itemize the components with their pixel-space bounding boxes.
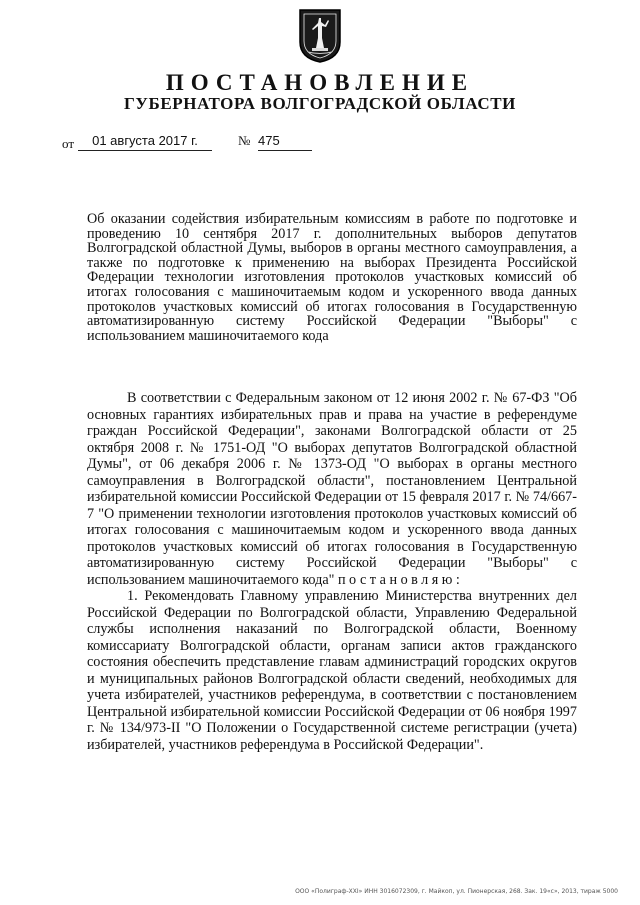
document-subtitle: ГУБЕРНАТОРА ВОЛГОГРАДСКОЙ ОБЛАСТИ xyxy=(124,94,516,113)
document-subject: Об оказании содействия избирательным комиссиям в работе по подготовке и проведению 10 сентября 2017 г. дополнительных выборов депутатов Волгоградской областной Думы, выборов в органы местного самоуправления, а также по подготовке к применению на выборах Президента Российской Федерации технологии изготовления протоколов участковых комиссий об итогах голосования с машиночитаемым кодом и ускоренного ввода данных протоколов участковых комиссий об итогах голосования в Государственную автоматизированную систему Российской Федерации "Выборы" с использованием машиночитаемого кода xyxy=(87,211,577,344)
decree-word: постановляю: xyxy=(337,571,464,588)
item-1-paragraph: 1. Рекомендовать Главному управлению Министерства внутренних дел Российской Федерации по Волгоградской области, Управлению Федеральной службы исполнения наказаний по Волгоградской области, Военному комиссариату Волгоградской области, органам записи актов гражданского состояния обеспечить представление главам администраций городских округов и муниципальных районов Волгоградской области сведений, необходимых для учета избирателей, участников референдума, в соответствии с постановлением Центральной избирательной комиссии Российской Федерации от 06 ноября 1997 г. № 134/973-II "О Положении о Государственной системе регистрации (учета) избирателей, участников референдума в Российской Федерации". xyxy=(87,588,577,753)
document-title: ПОСТАНОВЛЕНИЕ xyxy=(165,70,475,95)
preamble-paragraph xyxy=(87,390,577,588)
document-body xyxy=(87,390,577,753)
document-date: 01 августа 2017 г. xyxy=(78,132,212,151)
date-label: от xyxy=(62,136,75,151)
printer-note: ООО «Полиграф-ХХI» ИНН 3016072309, г. Майкоп, ул. Пионерская, 268. Зак. 19«с», 2013, тираж 5000 xyxy=(295,888,618,895)
document-number: 475 xyxy=(258,132,312,151)
number-label: № xyxy=(238,133,251,148)
coat-of-arms-icon xyxy=(298,8,342,64)
preamble-text: В соответствии с Федеральным законом от 12 июня 2002 г. № 67-ФЗ "Об основных гарантиях избирательных прав и права на участие в референдуме граждан Российской Федерации", законами Волгоградской области от 25 октября 2008 г. № 1751-ОД "О выборах депутатов Волгоградской областной Думы", от 06 декабря 2006 г. № 1373-ОД "О выборах в органы местного самоуправления в Волгоградской области", постановлением Центральной избирательной комиссии Российской Федерации от 15 февраля 2017 г. № 74/667-7 "О применении технологии изготовления протоколов участковых комиссий об итогах голосования с машиночитаемым кодом и ускоренного ввода данных протоколов участковых комиссий об итогах голосования в Государственную автоматизированную систему Российской Федерации "Выборы" с использованием машиночитаемого кода" xyxy=(87,390,577,588)
